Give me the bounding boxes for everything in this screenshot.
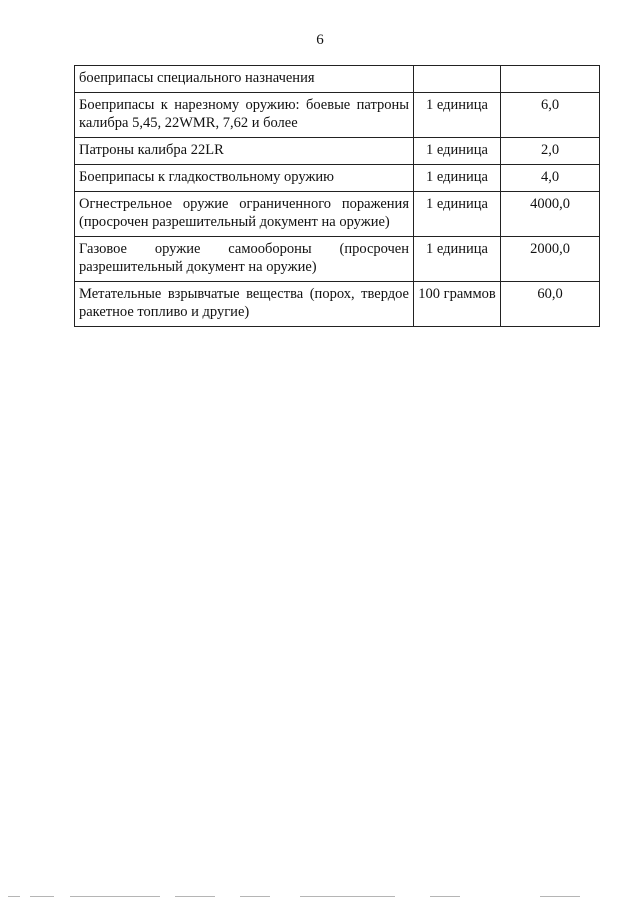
- unit-cell: 1 единица: [414, 93, 501, 138]
- table-row: [75, 165, 600, 192]
- rate-cell: 4,0: [501, 165, 600, 192]
- item-name-cell: Метательные взрывчатые вещества (порох, твердое ракетное топливо и другие): [75, 282, 414, 327]
- table-row: [75, 192, 600, 237]
- rate-cell: 2,0: [501, 138, 600, 165]
- unit-cell: 100 граммов: [414, 282, 501, 327]
- item-name-cell: Боеприпасы к гладкоствольному оружию: [75, 165, 414, 192]
- scan-artifact-line: [70, 896, 160, 897]
- rate-cell: 4000,0: [501, 192, 600, 237]
- scan-artifact-line: [30, 896, 54, 897]
- scan-artifact-line: [8, 896, 20, 897]
- unit-cell: [414, 66, 501, 93]
- unit-cell: 1 единица: [414, 165, 501, 192]
- scan-artifact-line: [300, 896, 395, 897]
- page-number: 6: [316, 32, 324, 48]
- scan-artifact-line: [240, 896, 270, 897]
- item-name-cell: Огнестрельное оружие ограниченного поражения (просрочен разрешительный документ на оружие): [75, 192, 414, 237]
- rate-cell: [501, 66, 600, 93]
- table-row: [75, 138, 600, 165]
- item-name-cell: Боеприпасы к нарезному оружию: боевые патроны калибра 5,45, 22WMR, 7,62 и более: [75, 93, 414, 138]
- unit-cell: 1 единица: [414, 192, 501, 237]
- rates-table: [74, 65, 600, 327]
- item-name-cell: Патроны калибра 22LR: [75, 138, 414, 165]
- item-name-cell: Газовое оружие самообороны (просрочен разрешительный документ на оружие): [75, 237, 414, 282]
- scan-artifact-line: [540, 896, 580, 897]
- unit-cell: 1 единица: [414, 138, 501, 165]
- table-row: [75, 237, 600, 282]
- table-row: [75, 282, 600, 327]
- rate-cell: 60,0: [501, 282, 600, 327]
- unit-cell: 1 единица: [414, 237, 501, 282]
- scan-artifact-line: [430, 896, 460, 897]
- table-row: [75, 66, 600, 93]
- rate-cell: 2000,0: [501, 237, 600, 282]
- table-row: [75, 93, 600, 138]
- rate-cell: 6,0: [501, 93, 600, 138]
- item-name-cell: боеприпасы специального назначения: [75, 66, 414, 93]
- scan-artifact-line: [175, 896, 215, 897]
